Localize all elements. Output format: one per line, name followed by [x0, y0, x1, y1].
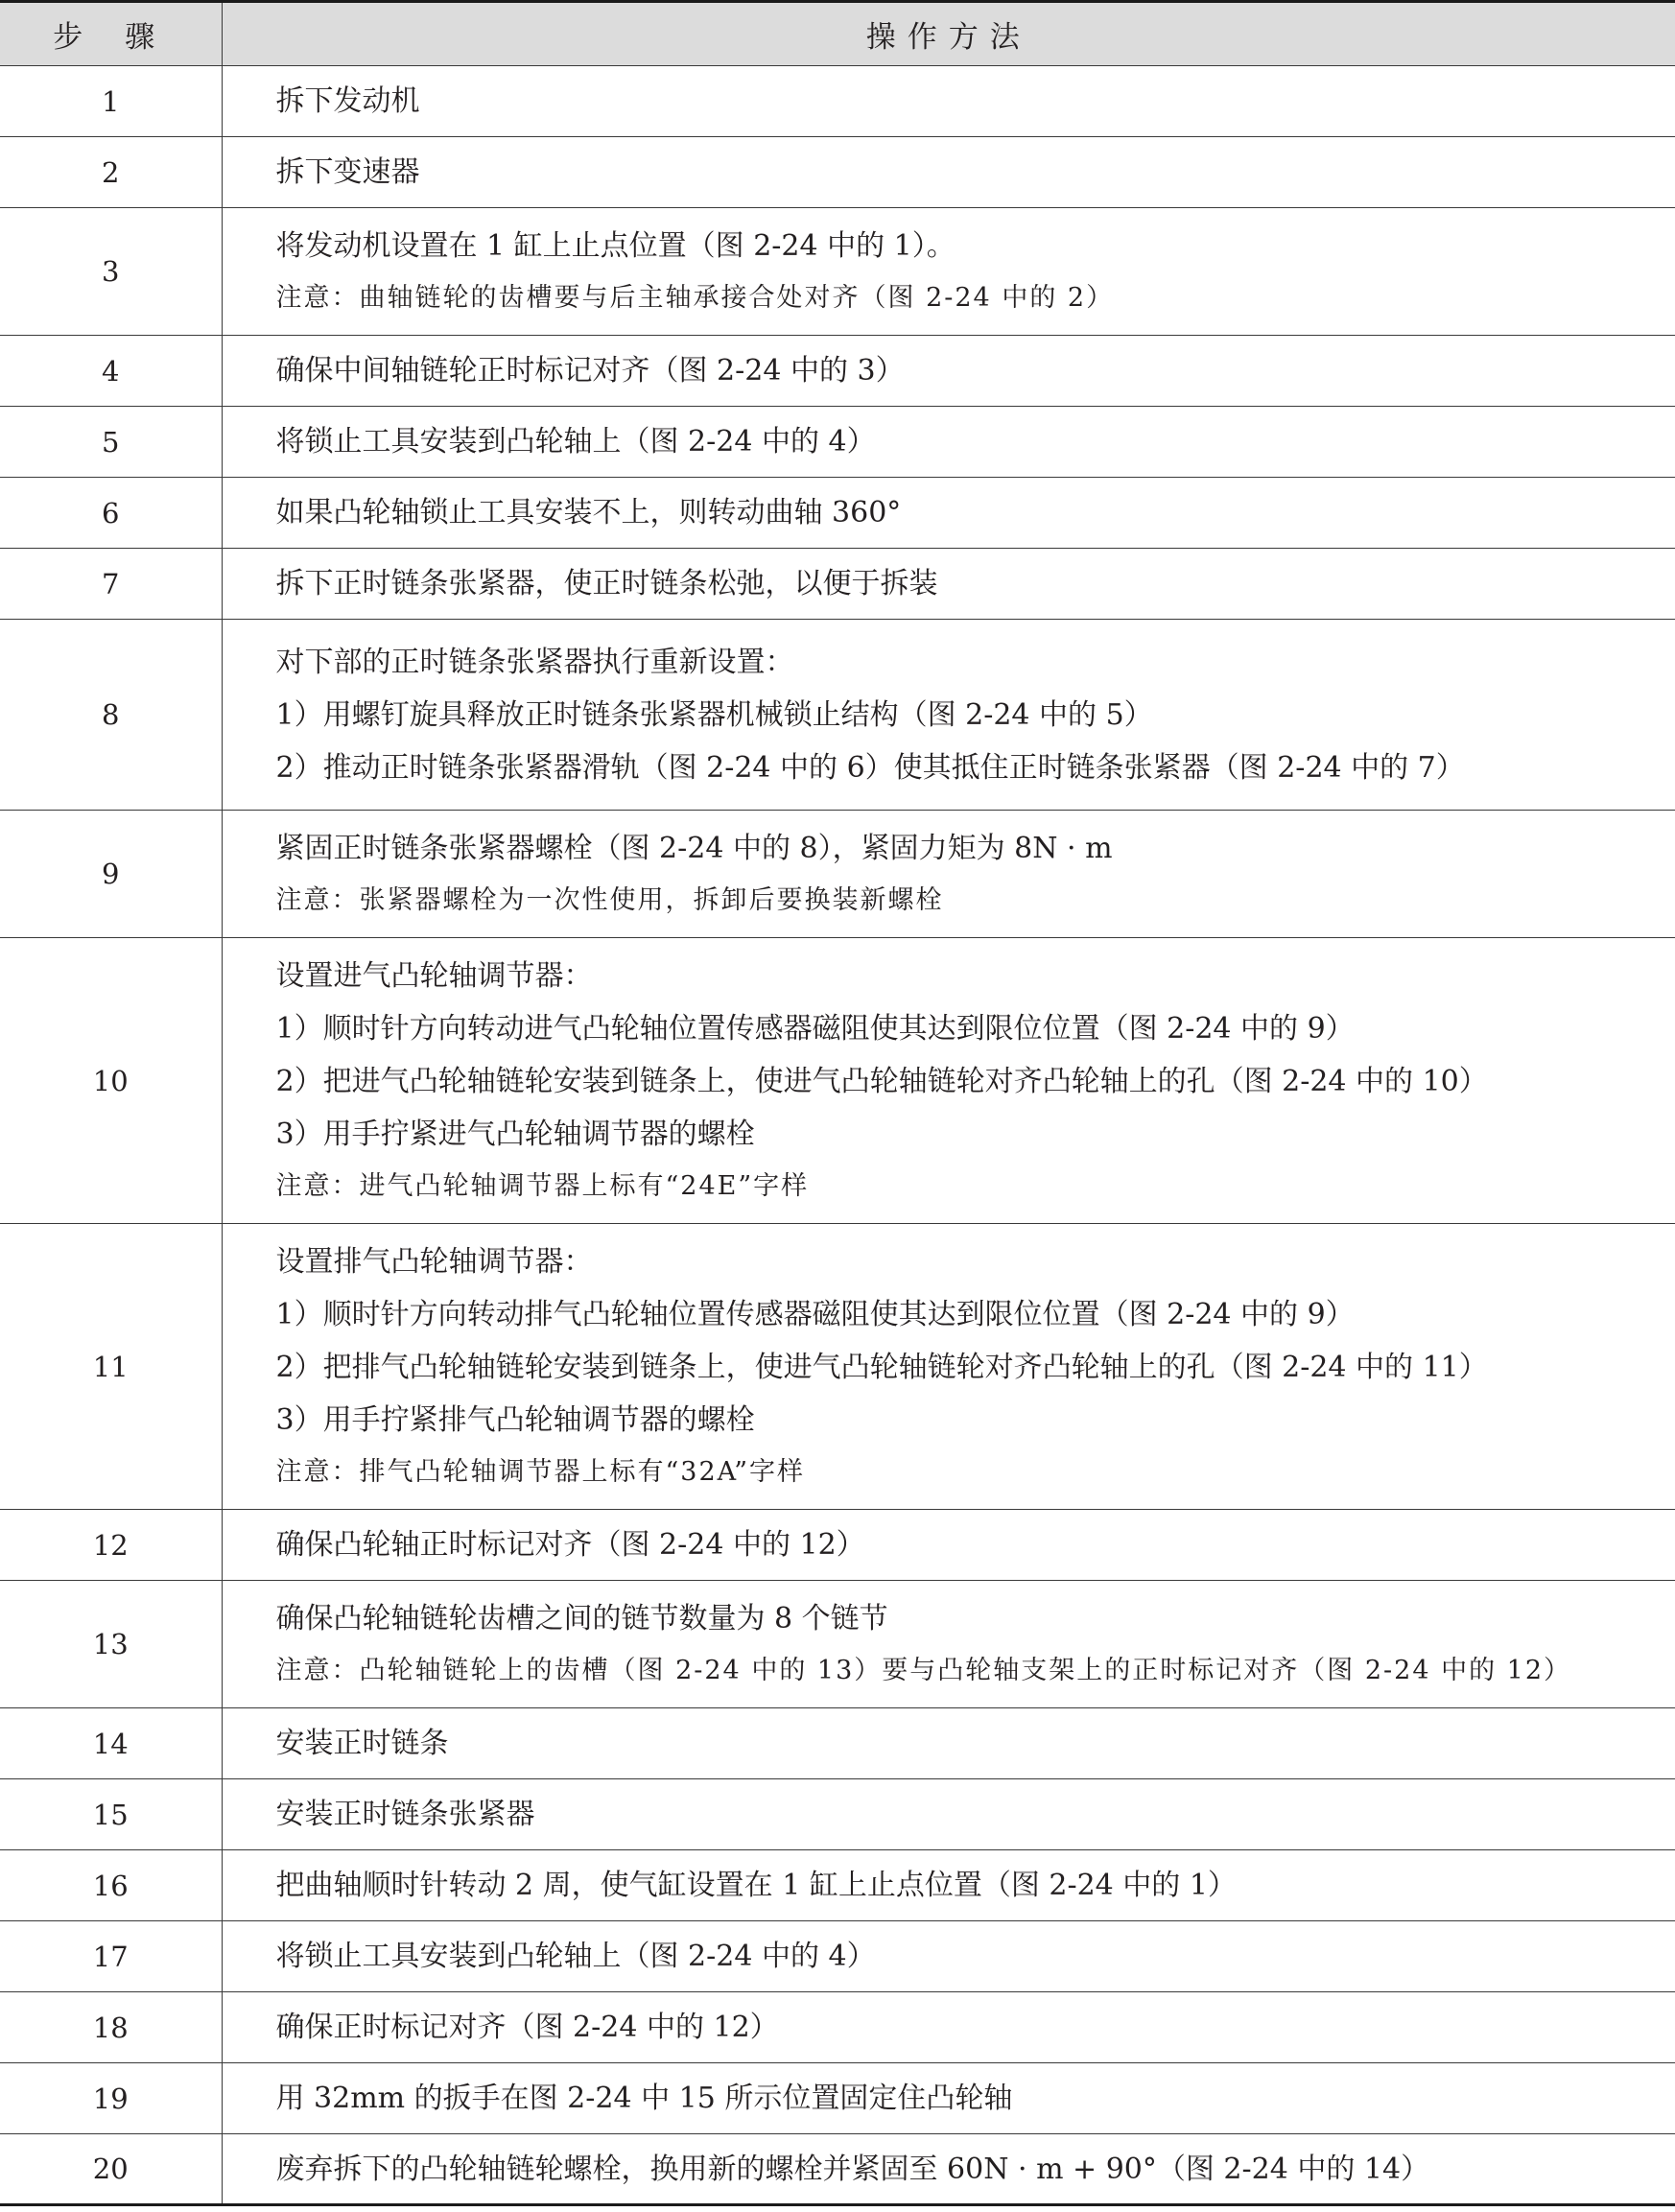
step-number: 12 — [0, 1510, 222, 1581]
method-cell — [222, 407, 1675, 478]
table-row — [0, 208, 1675, 336]
step-number: 7 — [0, 549, 222, 620]
step-number: 4 — [0, 336, 222, 407]
table-row — [0, 1708, 1675, 1779]
method-cell — [222, 208, 1675, 336]
method-line: 设置排气凸轮轴调节器： — [275, 1245, 593, 1279]
table-body — [0, 66, 1675, 2205]
step-number: 3 — [0, 208, 222, 336]
step-number: 2 — [0, 137, 222, 208]
note-text: 注意：曲轴链轮的齿槽要与后主轴承接合处对齐（图 2-24 中的 2） — [275, 283, 1115, 313]
method-line: 设置进气凸轮轴调节器： — [275, 959, 593, 993]
table-row — [0, 1581, 1675, 1708]
method-line: 安装正时链条张紧器 — [275, 1798, 535, 1831]
table-row — [0, 1850, 1675, 1921]
method-line: 1）顺时针方向转动排气凸轮轴位置传感器磁阻使其达到限位位置（图 2-24 中的 9） — [275, 1298, 1355, 1331]
header-step: 步骤 — [0, 2, 222, 66]
method-line: 对下部的正时链条张紧器执行重新设置： — [275, 645, 794, 679]
method-line: 2）把进气凸轮轴链轮安装到链条上，使进气凸轮轴链轮对齐凸轮轴上的孔（图 2-24 中的 10） — [275, 1065, 1488, 1098]
method-cell — [222, 2134, 1675, 2205]
table-row — [0, 938, 1675, 1224]
table-row — [0, 2134, 1675, 2205]
method-cell — [222, 336, 1675, 407]
step-number: 20 — [0, 2134, 222, 2205]
method-line: 1）顺时针方向转动进气凸轮轴位置传感器磁阻使其达到限位位置（图 2-24 中的 9） — [275, 1012, 1355, 1046]
table-row — [0, 478, 1675, 549]
method-line: 如果凸轮轴锁止工具安装不上，则转动曲轴 360° — [275, 496, 902, 529]
method-line: 用 32mm 的扳手在图 2-24 中 15 所示位置固定住凸轮轴 — [275, 2082, 1013, 2115]
step-number: 10 — [0, 938, 222, 1224]
method-line: 2）推动正时链条张紧器滑轨（图 2-24 中的 6）使其抵住正时链条张紧器（图 2-24 中的 7） — [275, 750, 1465, 785]
method-cell — [222, 938, 1675, 1224]
method-line: 3）用手拧紧进气凸轮轴调节器的螺栓 — [275, 1118, 755, 1151]
step-number: 15 — [0, 1779, 222, 1850]
note-text: 注意：进气凸轮轴调节器上标有“24E”字样 — [275, 1171, 810, 1201]
method-cell — [222, 549, 1675, 620]
method-cell — [222, 478, 1675, 549]
method-line: 1）用螺钉旋具释放正时链条张紧器机械锁止结构（图 2-24 中的 5） — [275, 697, 1153, 732]
method-line: 确保凸轮轴链轮齿槽之间的链节数量为 8 个链节 — [275, 1602, 888, 1635]
method-line: 拆下发动机 — [275, 84, 420, 118]
method-line: 3）用手拧紧排气凸轮轴调节器的螺栓 — [275, 1403, 755, 1437]
step-number: 8 — [0, 620, 222, 811]
method-cell — [222, 1581, 1675, 1708]
method-line: 把曲轴顺时针转动 2 周，使气缸设置在 1 缸上止点位置（图 2-24 中的 1） — [275, 1869, 1237, 1902]
step-number: 16 — [0, 1850, 222, 1921]
method-cell — [222, 1921, 1675, 1992]
method-cell — [222, 1708, 1675, 1779]
method-line: 确保中间轴链轮正时标记对齐（图 2-24 中的 3） — [275, 354, 905, 388]
step-number: 19 — [0, 2063, 222, 2134]
method-cell — [222, 137, 1675, 208]
table-row — [0, 811, 1675, 938]
method-cell — [222, 66, 1675, 137]
method-line: 废弃拆下的凸轮轴链轮螺栓，换用新的螺栓并紧固至 60N · m + 90°（图 2-24 中的 14） — [275, 2152, 1430, 2186]
note-text: 注意：排气凸轮轴调节器上标有“32A”字样 — [275, 1457, 805, 1487]
step-number: 13 — [0, 1581, 222, 1708]
table-row — [0, 1224, 1675, 1510]
table-header-row — [0, 2, 1675, 66]
method-cell — [222, 1779, 1675, 1850]
method-cell — [222, 811, 1675, 938]
method-line: 确保凸轮轴正时标记对齐（图 2-24 中的 12） — [275, 1528, 865, 1562]
table-row — [0, 407, 1675, 478]
method-line: 将锁止工具安装到凸轮轴上（图 2-24 中的 4） — [275, 425, 876, 459]
table-row — [0, 1921, 1675, 1992]
method-cell — [222, 2063, 1675, 2134]
method-line: 安装正时链条 — [275, 1727, 449, 1760]
method-line: 将锁止工具安装到凸轮轴上（图 2-24 中的 4） — [275, 1940, 876, 1973]
step-number: 17 — [0, 1921, 222, 1992]
table-row — [0, 2063, 1675, 2134]
table-row — [0, 1510, 1675, 1581]
method-cell — [222, 1510, 1675, 1581]
step-number: 9 — [0, 811, 222, 938]
table-row — [0, 336, 1675, 407]
table-row — [0, 137, 1675, 208]
method-line: 紧固正时链条张紧器螺栓（图 2-24 中的 8），紧固力矩为 8N · m — [275, 832, 1113, 865]
table-row — [0, 620, 1675, 811]
method-line: 确保正时标记对齐（图 2-24 中的 12） — [275, 2011, 779, 2044]
method-cell — [222, 1992, 1675, 2063]
method-line: 2）把排气凸轮轴链轮安装到链条上，使进气凸轮轴链轮对齐凸轮轴上的孔（图 2-24 中的 11） — [275, 1351, 1488, 1384]
table-row — [0, 549, 1675, 620]
method-line: 将发动机设置在 1 缸上止点位置（图 2-24 中的 1）。 — [275, 229, 955, 263]
note-text: 注意：凸轮轴链轮上的齿槽（图 2-24 中的 13）要与凸轮轴支架上的正时标记对齐（图 2-24 中的 12） — [275, 1656, 1572, 1685]
method-cell — [222, 1850, 1675, 1921]
table-row — [0, 66, 1675, 137]
step-number: 5 — [0, 407, 222, 478]
step-number: 1 — [0, 66, 222, 137]
step-number: 6 — [0, 478, 222, 549]
step-number: 11 — [0, 1224, 222, 1510]
header-method: 操作方法 — [222, 2, 1675, 66]
step-number: 14 — [0, 1708, 222, 1779]
method-line: 拆下变速器 — [275, 155, 420, 189]
method-line: 拆下正时链条张紧器，使正时链条松弛，以便于拆装 — [275, 567, 938, 600]
method-cell — [222, 1224, 1675, 1510]
note-text: 注意：张紧器螺栓为一次性使用，拆卸后要换装新螺栓 — [275, 885, 944, 915]
step-number: 18 — [0, 1992, 222, 2063]
table-row — [0, 1779, 1675, 1850]
table-row — [0, 1992, 1675, 2063]
method-cell — [222, 620, 1675, 811]
